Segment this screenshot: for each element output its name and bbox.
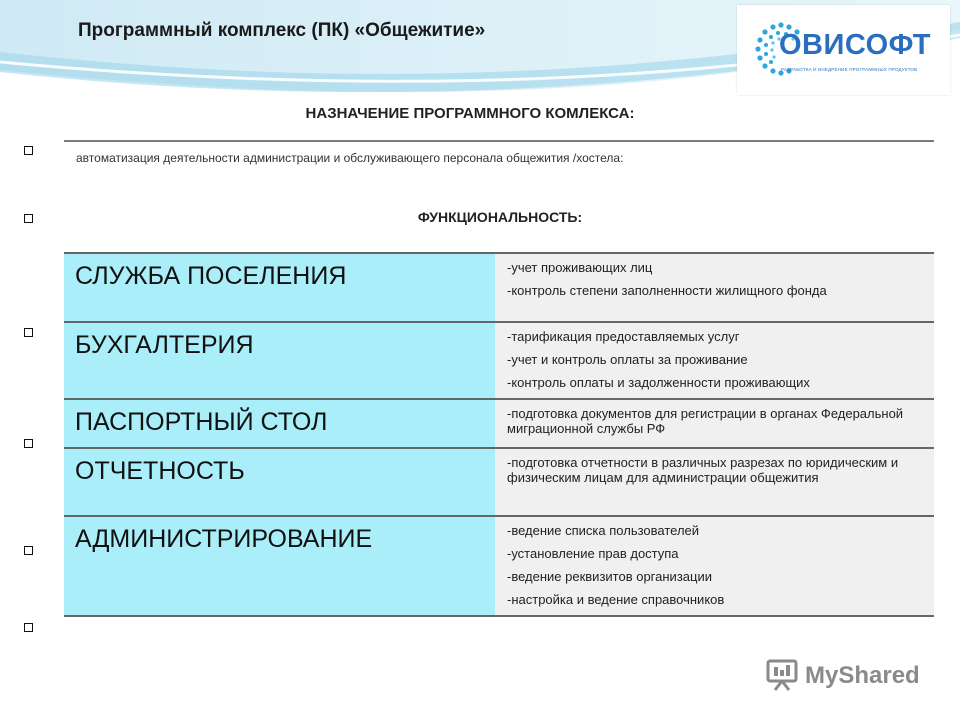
feature-item: -подготовка отчетности в различных разрезах по юридическим и физическим лицам для администрации общежития	[507, 455, 899, 485]
bullet-square-icon	[24, 546, 33, 555]
feature-item: -ведение реквизитов организации	[507, 569, 712, 584]
bullet-square-icon	[24, 328, 33, 337]
feature-item: -настройка и ведение справочников	[507, 592, 725, 607]
feature-item: -контроль оплаты и задолженности проживающих	[507, 375, 810, 390]
table-row	[64, 322, 934, 399]
presentation-board-icon	[765, 658, 801, 692]
module-name: СЛУЖБА ПОСЕЛЕНИЯ	[64, 253, 495, 322]
bullet-square-icon	[24, 439, 33, 448]
module-features	[495, 322, 934, 399]
bullet-square-icon	[24, 146, 33, 155]
company-logo	[737, 5, 950, 95]
feature-item: -ведение списка пользователей	[507, 523, 700, 538]
feature-item: -установление прав доступа	[507, 546, 679, 561]
bullet-square-icon	[24, 623, 33, 632]
logo-name: ОВИСОФТ	[779, 29, 931, 61]
module-name: ПАСПОРТНЫЙ СТОЛ	[64, 399, 495, 448]
feature-item: -учет проживающих лиц	[507, 260, 653, 275]
feature-item: -учет и контроль оплаты за проживание	[507, 352, 748, 367]
purpose-heading: НАЗНАЧЕНИЕ ПРОГРАММНОГО КОМЛЕКСА:	[305, 105, 635, 122]
module-features	[495, 516, 934, 616]
feature-item: -тарификация предоставляемых услуг	[507, 329, 740, 344]
module-features	[495, 448, 934, 516]
purpose-text: автоматизация деятельности администрации и обслуживающего персонала общежития /хостела:	[76, 151, 624, 165]
table-row	[64, 253, 934, 322]
watermark	[765, 656, 935, 696]
functionality-table	[64, 252, 934, 617]
module-name: ОТЧЕТНОСТЬ	[64, 448, 495, 516]
table-row	[64, 448, 934, 516]
bullet-square-icon	[24, 214, 33, 223]
logo-tagline: РАЗРАБОТКА И ВНЕДРЕНИЕ ПРОГРАММНЫХ ПРОДУКТОВ	[781, 67, 918, 72]
functionality-heading: ФУНКЦИОНАЛЬНОСТЬ:	[417, 209, 583, 225]
feature-item: -подготовка документов для регистрации в органах Федеральной миграционной службы РФ	[507, 406, 904, 436]
watermark-text: MyShared	[805, 662, 920, 689]
table-row	[64, 516, 934, 616]
feature-item: -контроль степени заполненности жилищного фонда	[507, 283, 827, 298]
slide-title: Программный комплекс (ПК) «Общежитие»	[78, 20, 486, 41]
module-features	[495, 399, 934, 448]
module-features	[495, 253, 934, 322]
table-row	[64, 399, 934, 448]
module-name: АДМИНИСТРИРОВАНИЕ	[64, 516, 495, 616]
module-name: БУХГАЛТЕРИЯ	[64, 322, 495, 399]
divider-line	[64, 140, 934, 142]
